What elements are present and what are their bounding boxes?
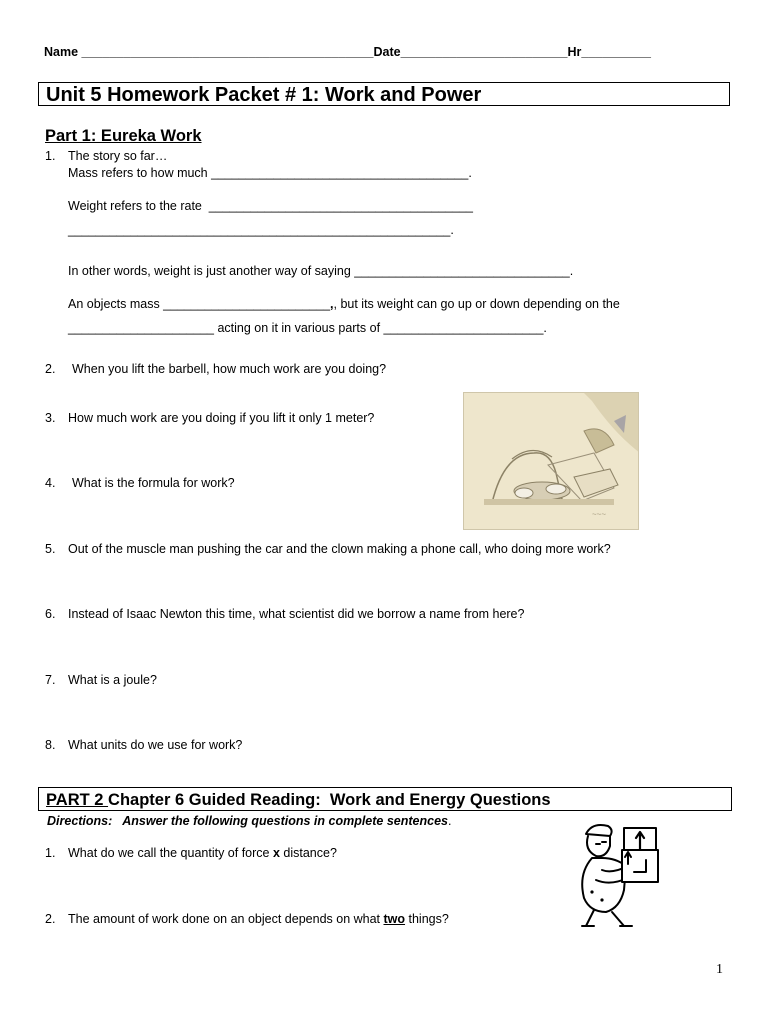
- page-number: 1: [716, 962, 723, 977]
- hr-blank: __________: [581, 45, 651, 59]
- p2-q1-number: 1.: [45, 846, 56, 860]
- svg-text:~~~: ~~~: [592, 510, 607, 519]
- title-box: [38, 82, 730, 106]
- name-label: Name: [44, 45, 79, 59]
- q6-text: Instead of Isaac Newton this time, what scientist did we borrow a name from here?: [68, 607, 525, 621]
- q4-number: 4.: [45, 476, 56, 490]
- p2-q2-after: things?: [405, 912, 449, 926]
- date-blank: ________________________: [400, 45, 568, 59]
- q5-text: Out of the muscle man pushing the car and the clown making a phone call, who doing more work?: [68, 542, 611, 556]
- q1-line-6b: , but its weight can go up or down depending on the: [333, 297, 620, 311]
- page-title: Unit 5 Homework Packet # 1: Work and Power: [46, 84, 482, 106]
- p2-q2-text: [68, 912, 449, 927]
- p2-q1-before: What do we call the quantity of force: [68, 846, 273, 860]
- directions-main: Directions: Answer the following questions in complete sentences: [47, 814, 448, 828]
- part1-heading: Part 1: Eureka Work: [45, 127, 202, 145]
- q1-line-2: Mass refers to how much _____________________________________.: [68, 166, 472, 180]
- date-label: Date: [373, 45, 401, 59]
- q1-line-7: _____________________ acting on it in various parts of _______________________.: [68, 321, 547, 335]
- q1-line-6-comma: ,: [330, 297, 334, 311]
- directions-text: [47, 814, 451, 828]
- part2-heading: [46, 789, 551, 811]
- mover-carrying-boxes-illustration: [572, 820, 672, 930]
- q2-text: When you lift the barbell, how much work are you doing?: [72, 362, 387, 376]
- q6-number: 6.: [45, 607, 56, 621]
- q1-line-4: _______________________________________________________.: [68, 223, 454, 237]
- q3-text: How much work are you doing if you lift it only 1 meter?: [68, 411, 375, 425]
- q7-text: What is a joule?: [68, 673, 157, 687]
- q1-line-1: The story so far…: [68, 149, 168, 163]
- p2-q1-after: distance?: [279, 846, 337, 860]
- q2-number: 2.: [45, 362, 56, 376]
- q1-line-6: [68, 297, 620, 312]
- q3-number: 3.: [45, 411, 56, 425]
- q1-line-6a: An objects mass ________________________: [68, 297, 331, 311]
- q1-number: 1.: [45, 149, 56, 163]
- part2-heading-box: [38, 787, 732, 811]
- part2-heading-underlined: PART 2: [46, 791, 109, 809]
- p2-q1-bold: x: [272, 846, 280, 860]
- q8-text: What units do we use for work?: [68, 738, 243, 752]
- p2-q2-number: 2.: [45, 912, 56, 926]
- q8-number: 8.: [45, 738, 56, 752]
- part2-heading-rest: Chapter 6 Guided Reading: Work and Energy Questions: [108, 791, 551, 809]
- q4-text: What is the formula for work?: [72, 476, 235, 490]
- header-line: [44, 45, 651, 59]
- q5-number: 5.: [45, 542, 56, 556]
- p2-q1-text: [68, 846, 337, 861]
- q1-line-5: In other words, weight is just another way of saying _______________________________.: [68, 264, 574, 278]
- p2-q2-before: The amount of work done on an object depends on what: [68, 912, 384, 926]
- directions-period: .: [448, 814, 452, 828]
- q1-line-3: Weight refers to the rate ______________________________________: [68, 199, 473, 213]
- hr-label: Hr: [567, 45, 582, 59]
- name-blank: __________________________________________: [81, 45, 374, 59]
- p2-q2-bold: two: [383, 912, 406, 926]
- video-still-image: [463, 392, 639, 530]
- q7-number: 7.: [45, 673, 56, 687]
